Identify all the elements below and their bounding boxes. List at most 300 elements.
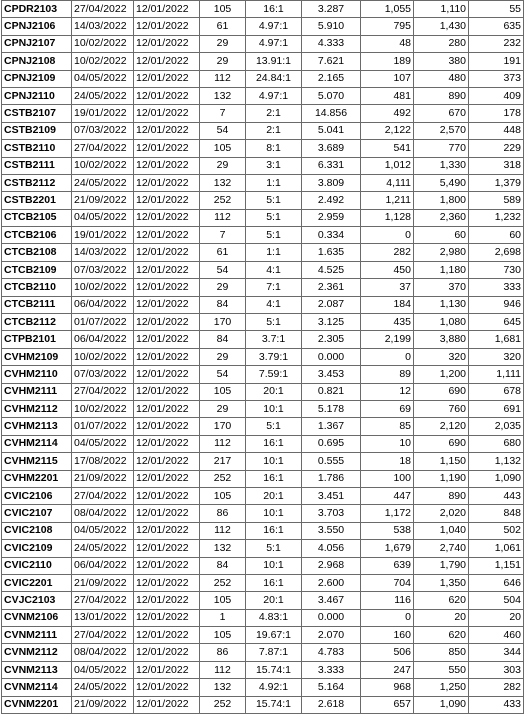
value-a-cell: 107 [361,70,414,87]
value-b-cell: 280 [414,35,469,52]
maturity-date-cell: 01/07/2022 [72,418,134,435]
value-c-cell: 645 [469,314,524,331]
value-b-cell: 1,090 [414,696,469,713]
days-remaining-cell: 132 [200,679,246,696]
warrant-code-cell: CVHM2112 [2,400,72,417]
days-remaining-cell: 112 [200,661,246,678]
value-b-cell: 760 [414,400,469,417]
value-c-cell: 460 [469,627,524,644]
conversion-ratio-cell: 2:1 [246,105,302,122]
maturity-date-cell: 27/04/2022 [72,383,134,400]
value-c-cell: 1,379 [469,174,524,191]
value-c-cell: 373 [469,70,524,87]
warrant-code-cell: CVNM2201 [2,696,72,713]
value-a-cell: 450 [361,261,414,278]
price-cell: 2.600 [302,574,361,591]
warrant-code-cell: CVNM2112 [2,644,72,661]
days-remaining-cell: 105 [200,140,246,157]
value-b-cell: 60 [414,227,469,244]
trade-date-cell: 12/01/2022 [134,209,200,226]
value-b-cell: 370 [414,279,469,296]
days-remaining-cell: 7 [200,227,246,244]
trade-date-cell: 12/01/2022 [134,661,200,678]
price-cell: 5.164 [302,679,361,696]
warrant-code-cell: CVHM2109 [2,348,72,365]
value-c-cell: 589 [469,192,524,209]
days-remaining-cell: 29 [200,279,246,296]
warrant-code-cell: CVIC2107 [2,505,72,522]
trade-date-cell: 12/01/2022 [134,314,200,331]
warrant-code-cell: CTCB2105 [2,209,72,226]
conversion-ratio-cell: 4.97:1 [246,35,302,52]
table-row [2,522,524,539]
trade-date-cell: 12/01/2022 [134,522,200,539]
trade-date-cell: 12/01/2022 [134,331,200,348]
value-a-cell: 2,122 [361,122,414,139]
warrant-code-cell: CPNJ2108 [2,53,72,70]
value-c-cell: 504 [469,592,524,609]
maturity-date-cell: 14/03/2022 [72,244,134,261]
table-row [2,644,524,661]
table-row [2,696,524,713]
price-cell: 4.056 [302,540,361,557]
maturity-date-cell: 10/02/2022 [72,348,134,365]
maturity-date-cell: 04/05/2022 [72,70,134,87]
value-b-cell: 2,020 [414,505,469,522]
conversion-ratio-cell: 1:1 [246,174,302,191]
table-row [2,470,524,487]
days-remaining-cell: 170 [200,314,246,331]
warrant-code-cell: CVIC2106 [2,487,72,504]
value-b-cell: 1,040 [414,522,469,539]
value-c-cell: 946 [469,296,524,313]
value-c-cell: 178 [469,105,524,122]
trade-date-cell: 12/01/2022 [134,105,200,122]
maturity-date-cell: 01/07/2022 [72,314,134,331]
price-cell: 2.361 [302,279,361,296]
days-remaining-cell: 84 [200,331,246,348]
warrant-code-cell: CSTB2107 [2,105,72,122]
trade-date-cell: 12/01/2022 [134,453,200,470]
table-row [2,592,524,609]
value-c-cell: 502 [469,522,524,539]
trade-date-cell: 12/01/2022 [134,18,200,35]
value-b-cell: 1,180 [414,261,469,278]
value-c-cell: 344 [469,644,524,661]
table-row [2,174,524,191]
days-remaining-cell: 132 [200,87,246,104]
maturity-date-cell: 04/05/2022 [72,209,134,226]
value-b-cell: 850 [414,644,469,661]
conversion-ratio-cell: 2:1 [246,122,302,139]
maturity-date-cell: 10/02/2022 [72,53,134,70]
value-a-cell: 85 [361,418,414,435]
value-b-cell: 1,080 [414,314,469,331]
price-cell: 0.821 [302,383,361,400]
warrant-code-cell: CTCB2112 [2,314,72,331]
value-c-cell: 433 [469,696,524,713]
table-row [2,487,524,504]
conversion-ratio-cell: 7.59:1 [246,366,302,383]
table-row [2,261,524,278]
price-cell: 0.000 [302,609,361,626]
trade-date-cell: 12/01/2022 [134,505,200,522]
maturity-date-cell: 08/04/2022 [72,505,134,522]
maturity-date-cell: 21/09/2022 [72,470,134,487]
trade-date-cell: 12/01/2022 [134,540,200,557]
conversion-ratio-cell: 5:1 [246,540,302,557]
conversion-ratio-cell: 20:1 [246,487,302,504]
table-row [2,348,524,365]
maturity-date-cell: 10/02/2022 [72,279,134,296]
warrant-code-cell: CSTB2112 [2,174,72,191]
maturity-date-cell: 19/01/2022 [72,227,134,244]
maturity-date-cell: 04/05/2022 [72,522,134,539]
conversion-ratio-cell: 8:1 [246,140,302,157]
trade-date-cell: 12/01/2022 [134,122,200,139]
warrant-code-cell: CSTB2110 [2,140,72,157]
value-b-cell: 5,490 [414,174,469,191]
price-cell: 2.305 [302,331,361,348]
value-b-cell: 2,740 [414,540,469,557]
value-b-cell: 1,200 [414,366,469,383]
table-row [2,609,524,626]
value-a-cell: 538 [361,522,414,539]
value-b-cell: 1,430 [414,18,469,35]
table-row [2,366,524,383]
warrant-code-cell: CTCB2108 [2,244,72,261]
value-a-cell: 69 [361,400,414,417]
days-remaining-cell: 112 [200,435,246,452]
value-c-cell: 229 [469,140,524,157]
value-a-cell: 4,111 [361,174,414,191]
days-remaining-cell: 84 [200,557,246,574]
conversion-ratio-cell: 10:1 [246,453,302,470]
value-b-cell: 1,330 [414,157,469,174]
maturity-date-cell: 07/03/2022 [72,261,134,278]
conversion-ratio-cell: 10:1 [246,505,302,522]
value-b-cell: 1,800 [414,192,469,209]
value-a-cell: 37 [361,279,414,296]
value-b-cell: 1,190 [414,470,469,487]
days-remaining-cell: 7 [200,105,246,122]
trade-date-cell: 12/01/2022 [134,609,200,626]
trade-date-cell: 12/01/2022 [134,53,200,70]
conversion-ratio-cell: 5:1 [246,314,302,331]
price-cell: 3.287 [302,1,361,18]
conversion-ratio-cell: 1:1 [246,244,302,261]
value-a-cell: 189 [361,53,414,70]
value-b-cell: 890 [414,87,469,104]
trade-date-cell: 12/01/2022 [134,400,200,417]
conversion-ratio-cell: 15.74:1 [246,696,302,713]
value-a-cell: 100 [361,470,414,487]
value-a-cell: 1,679 [361,540,414,557]
table-row [2,540,524,557]
price-cell: 3.451 [302,487,361,504]
value-c-cell: 1,681 [469,331,524,348]
value-c-cell: 1,232 [469,209,524,226]
value-c-cell: 409 [469,87,524,104]
price-cell: 5.910 [302,18,361,35]
value-c-cell: 680 [469,435,524,452]
price-cell: 2.492 [302,192,361,209]
conversion-ratio-cell: 4:1 [246,296,302,313]
value-a-cell: 1,055 [361,1,414,18]
days-remaining-cell: 29 [200,348,246,365]
maturity-date-cell: 13/01/2022 [72,609,134,626]
value-a-cell: 447 [361,487,414,504]
days-remaining-cell: 105 [200,487,246,504]
trade-date-cell: 12/01/2022 [134,174,200,191]
days-remaining-cell: 105 [200,383,246,400]
value-c-cell: 443 [469,487,524,504]
maturity-date-cell: 24/05/2022 [72,87,134,104]
price-cell: 4.525 [302,261,361,278]
maturity-date-cell: 21/09/2022 [72,696,134,713]
value-a-cell: 541 [361,140,414,157]
days-remaining-cell: 252 [200,574,246,591]
value-b-cell: 620 [414,627,469,644]
maturity-date-cell: 27/04/2022 [72,487,134,504]
value-b-cell: 20 [414,609,469,626]
days-remaining-cell: 1 [200,609,246,626]
price-cell: 4.783 [302,644,361,661]
table-row [2,453,524,470]
maturity-date-cell: 24/05/2022 [72,540,134,557]
days-remaining-cell: 61 [200,244,246,261]
price-cell: 1.367 [302,418,361,435]
value-a-cell: 160 [361,627,414,644]
warrant-code-cell: CSTB2201 [2,192,72,209]
maturity-date-cell: 27/04/2022 [72,140,134,157]
trade-date-cell: 12/01/2022 [134,557,200,574]
value-c-cell: 320 [469,348,524,365]
trade-date-cell: 12/01/2022 [134,679,200,696]
warrant-code-cell: CPDR2103 [2,1,72,18]
days-remaining-cell: 252 [200,192,246,209]
price-cell: 2.165 [302,70,361,87]
conversion-ratio-cell: 15.74:1 [246,661,302,678]
trade-date-cell: 12/01/2022 [134,227,200,244]
days-remaining-cell: 84 [200,296,246,313]
price-cell: 3.703 [302,505,361,522]
days-remaining-cell: 112 [200,70,246,87]
maturity-date-cell: 27/04/2022 [72,592,134,609]
value-a-cell: 704 [361,574,414,591]
table-row [2,227,524,244]
value-c-cell: 318 [469,157,524,174]
table-row [2,105,524,122]
days-remaining-cell: 252 [200,470,246,487]
trade-date-cell: 12/01/2022 [134,487,200,504]
value-c-cell: 60 [469,227,524,244]
days-remaining-cell: 29 [200,157,246,174]
table-row [2,140,524,157]
warrant-code-cell: CVIC2109 [2,540,72,557]
warrant-code-cell: CSTB2111 [2,157,72,174]
trade-date-cell: 12/01/2022 [134,35,200,52]
table-row [2,400,524,417]
maturity-date-cell: 27/04/2022 [72,627,134,644]
price-cell: 0.695 [302,435,361,452]
value-a-cell: 282 [361,244,414,261]
maturity-date-cell: 10/02/2022 [72,157,134,174]
trade-date-cell: 12/01/2022 [134,627,200,644]
price-cell: 1.635 [302,244,361,261]
price-cell: 4.333 [302,35,361,52]
price-cell: 3.125 [302,314,361,331]
value-a-cell: 639 [361,557,414,574]
table-row [2,1,524,18]
value-a-cell: 968 [361,679,414,696]
value-a-cell: 18 [361,453,414,470]
value-b-cell: 770 [414,140,469,157]
price-cell: 3.467 [302,592,361,609]
trade-date-cell: 12/01/2022 [134,644,200,661]
warrant-code-cell: CVNM2113 [2,661,72,678]
table-row [2,296,524,313]
conversion-ratio-cell: 20:1 [246,592,302,609]
maturity-date-cell: 24/05/2022 [72,679,134,696]
value-a-cell: 48 [361,35,414,52]
conversion-ratio-cell: 4.92:1 [246,679,302,696]
value-c-cell: 1,132 [469,453,524,470]
maturity-date-cell: 27/04/2022 [72,1,134,18]
warrant-code-cell: CVJC2103 [2,592,72,609]
value-a-cell: 795 [361,18,414,35]
conversion-ratio-cell: 10:1 [246,400,302,417]
value-a-cell: 506 [361,644,414,661]
value-c-cell: 303 [469,661,524,678]
warrant-code-cell: CVIC2110 [2,557,72,574]
warrant-code-cell: CVNM2106 [2,609,72,626]
trade-date-cell: 12/01/2022 [134,348,200,365]
days-remaining-cell: 252 [200,696,246,713]
warrant-code-cell: CVNM2114 [2,679,72,696]
days-remaining-cell: 54 [200,366,246,383]
table-row [2,574,524,591]
value-c-cell: 678 [469,383,524,400]
price-cell: 2.070 [302,627,361,644]
maturity-date-cell: 19/01/2022 [72,105,134,122]
table-row [2,435,524,452]
value-a-cell: 1,172 [361,505,414,522]
price-cell: 1.786 [302,470,361,487]
trade-date-cell: 12/01/2022 [134,418,200,435]
warrant-code-cell: CVHM2113 [2,418,72,435]
value-c-cell: 635 [469,18,524,35]
warrant-code-cell: CPNJ2106 [2,18,72,35]
value-b-cell: 550 [414,661,469,678]
price-cell: 2.968 [302,557,361,574]
days-remaining-cell: 29 [200,35,246,52]
warrant-code-cell: CVHM2111 [2,383,72,400]
table-row [2,679,524,696]
value-a-cell: 492 [361,105,414,122]
days-remaining-cell: 86 [200,644,246,661]
days-remaining-cell: 105 [200,1,246,18]
value-b-cell: 690 [414,435,469,452]
price-cell: 3.809 [302,174,361,191]
value-c-cell: 2,035 [469,418,524,435]
price-cell: 6.331 [302,157,361,174]
table-row [2,314,524,331]
conversion-ratio-cell: 16:1 [246,574,302,591]
trade-date-cell: 12/01/2022 [134,140,200,157]
table-row [2,418,524,435]
trade-date-cell: 12/01/2022 [134,696,200,713]
days-remaining-cell: 29 [200,53,246,70]
value-c-cell: 730 [469,261,524,278]
table-row [2,192,524,209]
value-c-cell: 1,090 [469,470,524,487]
warrant-code-cell: CVNM2111 [2,627,72,644]
value-b-cell: 480 [414,70,469,87]
maturity-date-cell: 07/03/2022 [72,122,134,139]
price-cell: 3.453 [302,366,361,383]
conversion-ratio-cell: 3.79:1 [246,348,302,365]
value-a-cell: 657 [361,696,414,713]
value-a-cell: 435 [361,314,414,331]
price-cell: 2.959 [302,209,361,226]
maturity-date-cell: 14/03/2022 [72,18,134,35]
maturity-date-cell: 08/04/2022 [72,644,134,661]
trade-date-cell: 12/01/2022 [134,87,200,104]
days-remaining-cell: 86 [200,505,246,522]
price-cell: 3.689 [302,140,361,157]
maturity-date-cell: 10/02/2022 [72,400,134,417]
conversion-ratio-cell: 7.87:1 [246,644,302,661]
price-cell: 2.087 [302,296,361,313]
value-c-cell: 20 [469,609,524,626]
value-b-cell: 320 [414,348,469,365]
trade-date-cell: 12/01/2022 [134,296,200,313]
value-c-cell: 1,111 [469,366,524,383]
price-cell: 3.550 [302,522,361,539]
trade-date-cell: 12/01/2022 [134,574,200,591]
maturity-date-cell: 04/05/2022 [72,435,134,452]
days-remaining-cell: 170 [200,418,246,435]
conversion-ratio-cell: 4.97:1 [246,18,302,35]
value-c-cell: 282 [469,679,524,696]
conversion-ratio-cell: 4.97:1 [246,87,302,104]
maturity-date-cell: 06/04/2022 [72,557,134,574]
days-remaining-cell: 54 [200,261,246,278]
trade-date-cell: 12/01/2022 [134,261,200,278]
price-cell: 5.070 [302,87,361,104]
warrant-code-cell: CVHM2110 [2,366,72,383]
table-row [2,122,524,139]
warrant-data-table [1,0,524,714]
maturity-date-cell: 17/08/2022 [72,453,134,470]
warrant-code-cell: CVHM2201 [2,470,72,487]
maturity-date-cell: 06/04/2022 [72,296,134,313]
trade-date-cell: 12/01/2022 [134,383,200,400]
maturity-date-cell: 10/02/2022 [72,35,134,52]
table-row [2,87,524,104]
warrant-code-cell: CVHM2114 [2,435,72,452]
trade-date-cell: 12/01/2022 [134,1,200,18]
warrant-code-cell: CTCB2109 [2,261,72,278]
value-c-cell: 2,698 [469,244,524,261]
days-remaining-cell: 105 [200,592,246,609]
value-b-cell: 1,110 [414,1,469,18]
table-row [2,244,524,261]
value-b-cell: 1,350 [414,574,469,591]
maturity-date-cell: 06/04/2022 [72,331,134,348]
trade-date-cell: 12/01/2022 [134,244,200,261]
